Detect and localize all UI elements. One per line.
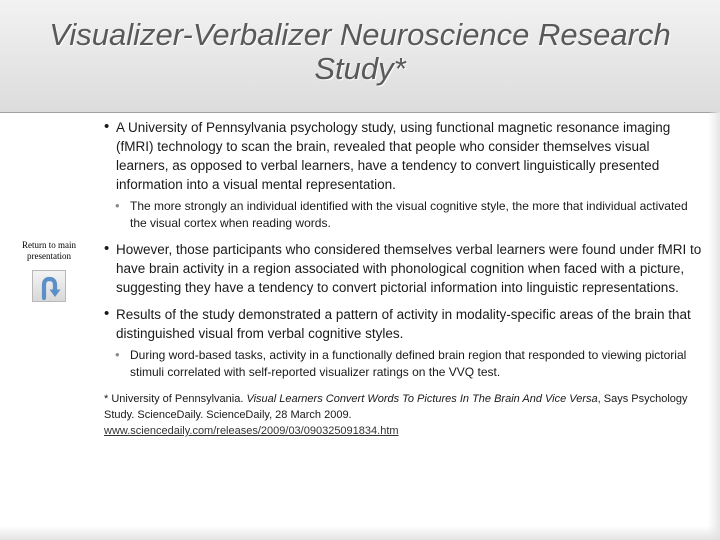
citation-article-title: Visual Learners Convert Words To Pictures In The Brain And Vice Versa — [246, 393, 598, 405]
citation-prefix: * University of Pennsylvania. — [104, 393, 244, 405]
return-nav — [14, 240, 84, 302]
citation-suffix: , Says Psychology Study. ScienceDaily. ScienceDaily, 28 March 2009. — [104, 393, 688, 421]
bullet-dot: • — [104, 305, 110, 322]
citation-link[interactable]: www.sciencedaily.com/releases/2009/03/090325091834.htm — [104, 425, 399, 437]
return-button[interactable] — [32, 270, 66, 302]
bullet-2-text: However, those participants who considered themselves verbal learners were found under fMRI to have brain activity in a region associated with phonological cognition when faced with a picture, suggesting they have a tendency to convert pictorial information into linguistic representations. — [116, 242, 702, 295]
bullet-dot: • — [104, 240, 110, 257]
bullet-3-text: Results of the study demonstrated a pattern of activity in modality-specific areas of the brain that distinguished visual from verbal cognitive styles. — [116, 307, 691, 341]
u-turn-arrow-icon — [36, 276, 62, 300]
slide-title: Visualizer-Verbalizer Neuroscience Research Study* — [49, 17, 671, 86]
bullet-dot: • — [104, 118, 110, 135]
return-label: Return to main presentation — [22, 240, 76, 261]
citation — [104, 391, 704, 439]
sub-bullet-3-1-text: During word-based tasks, activity in a functionally defined brain region that responded to viewing pictorial stimuli correlated with self-reported visualizer ratings on the VVQ test. — [130, 348, 687, 379]
bottom-edge-shadow — [0, 526, 720, 540]
slide-body — [104, 118, 704, 439]
bullet-3 — [104, 305, 704, 343]
sub-bullet-3-1 — [104, 347, 704, 381]
right-edge-shadow — [708, 112, 720, 540]
sub-bullet-1-1 — [104, 198, 704, 232]
sub-bullet-dot: • — [115, 198, 120, 213]
bullet-1 — [104, 118, 704, 194]
bullet-1-text: A University of Pennsylvania psychology study, using functional magnetic resonance imaging (fMRI) technology to scan the brain, revealed that people who consider themselves visual learners, as opposed to verbal learners, have a tendency to convert linguistically presented information into a visual mental representation. — [116, 120, 671, 192]
bullet-2 — [104, 240, 704, 297]
title-band — [0, 0, 720, 113]
sub-bullet-dot: • — [115, 347, 120, 362]
sub-bullet-1-1-text: The more strongly an individual identified with the visual cognitive style, the more that individual activated the visual cortex when reading words. — [130, 199, 688, 230]
